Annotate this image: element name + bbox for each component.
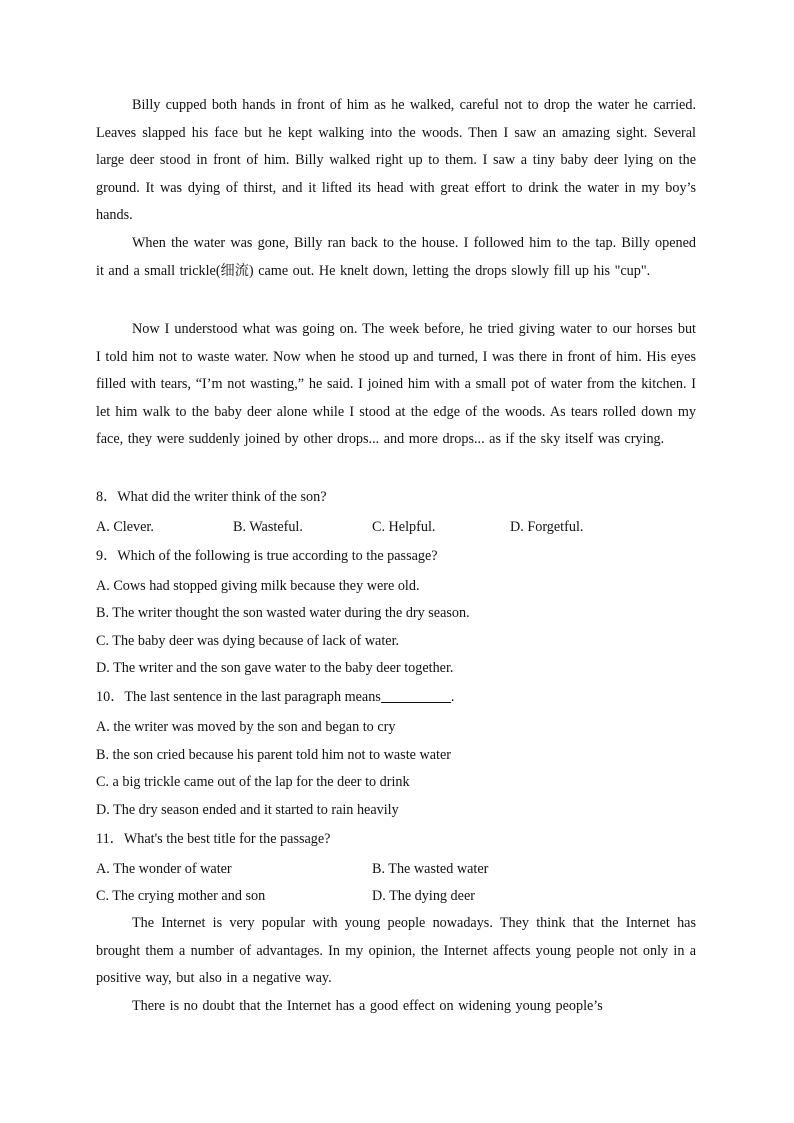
question-9-option-c: C. The baby deer was dying because of lack of water. xyxy=(96,633,400,649)
question-9-stem: 9．Which of the following is true according to the passage? xyxy=(96,548,438,564)
question-10-stem xyxy=(96,687,706,707)
question-8-option-d: D. Forgetful. xyxy=(510,519,584,535)
next-passage-paragraph-1: The Internet is very popular with young people nowadays. They think that the Internet has brought them a number of advantages. In my opinion, the Internet affects young people not only in a positive way, but also in a negative way. xyxy=(96,915,696,987)
question-10-stem-text: 10．The last sentence in the last paragraph means xyxy=(96,689,381,705)
answer-blank xyxy=(381,688,451,703)
passage-paragraph-2: When the water was gone, Billy ran back to the house. I followed him to the tap. Billy opened it and a small trickle(细流) came out. He knelt down, letting the drops slowly fill up his "cup". xyxy=(96,235,696,279)
question-10-stem-end: . xyxy=(450,689,455,705)
question-10-option-c: C. a big trickle came out of the lap for the deer to drink xyxy=(96,774,410,790)
question-11-stem: 11．What's the best title for the passage? xyxy=(96,831,331,847)
question-11-option-b: B. The wasted water xyxy=(372,861,489,877)
question-10-option-b: B. the son cried because his parent told him not to waste water xyxy=(96,747,451,763)
passage-paragraph-1: Billy cupped both hands in front of him as he walked, careful not to drop the water he carried. Leaves slapped his face but he kept walking into the woods. Then I saw an amazing sight. Several large deer stood in front of him. Billy walked right up to them. I saw a tiny baby deer lying on the ground. It was dying of thirst, and it lifted its head with great effort to drink the water in my boy’s hands. xyxy=(96,97,696,224)
question-8-option-b: B. Wasteful. xyxy=(233,519,303,535)
question-11-option-c: C. The crying mother and son xyxy=(96,888,266,904)
question-10-option-d: D. The dry season ended and it started to rain heavily xyxy=(96,802,399,818)
next-passage-paragraph-2: There is no doubt that the Internet has a good effect on widening young people’s xyxy=(132,998,603,1014)
question-10-option-a: A. the writer was moved by the son and began to cry xyxy=(96,719,396,735)
question-8-option-c: C. Helpful. xyxy=(372,519,436,535)
question-8-stem: 8．What did the writer think of the son? xyxy=(96,489,327,505)
question-9-option-a: A. Cows had stopped giving milk because they were old. xyxy=(96,578,420,594)
passage-paragraph-3: Now I understood what was going on. The week before, he tried giving water to our horses but I told him not to waste water. Now when he stood up and turned, I was there in front of him. His eyes filled with tears, “I’m not wasting,” he said. I joined him with a small pot of water from the kitchen. I let him walk to the baby deer alone while I stood at the edge of the woods. As tears rolled down my face, they were suddenly joined by other drops... and more drops... as if the sky itself was crying. xyxy=(96,321,696,448)
question-9-option-d: D. The writer and the son gave water to the baby deer together. xyxy=(96,660,454,676)
question-8-option-a: A. Clever. xyxy=(96,519,154,535)
question-9-option-b: B. The writer thought the son wasted water during the dry season. xyxy=(96,605,470,621)
question-11-option-d: D. The dying deer xyxy=(372,888,475,904)
question-11-option-a: A. The wonder of water xyxy=(96,861,232,877)
